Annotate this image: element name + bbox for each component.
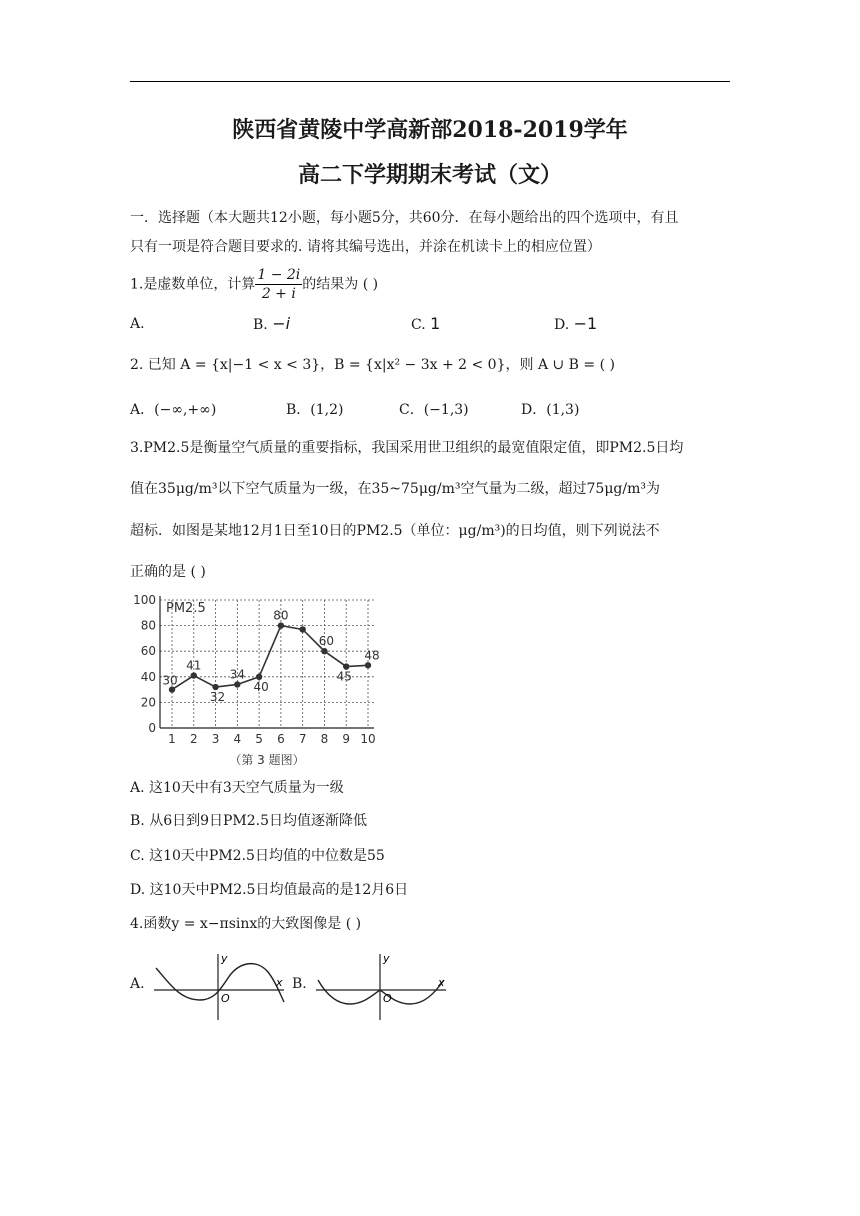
option-label: B．: [286, 402, 311, 418]
option-label: D．: [521, 402, 547, 418]
x-tick-label: 8: [320, 732, 329, 746]
q4-graph-b: [312, 950, 452, 1022]
option-value: (−∞,+∞): [154, 402, 217, 418]
option-value: 1: [430, 314, 441, 333]
y-tick-label: 40: [140, 669, 156, 684]
data-point: [321, 648, 327, 654]
section-intro-line1: 一．选择题（本大题共12小题，每小题5分，共60分．在每小题给出的四个选项中，有且: [130, 210, 679, 226]
question-1-suffix: 的结果为 ( ): [302, 276, 379, 293]
option-value: −1: [573, 314, 598, 333]
q2-option-d: [521, 399, 579, 419]
x-tick-label: 9: [342, 732, 351, 746]
option-value: (1,3): [546, 402, 580, 418]
q3-option-d: D. 这10天中PM2.5日均值最高的是12月6日: [130, 882, 409, 898]
fraction-numerator: 1 − 2i: [257, 267, 301, 283]
chart-caption: （第 3 题图）: [229, 753, 305, 767]
question-3-line2: 值在35μg/m³以下空气质量为一级，在35~75μg/m³空气量为二级，超过75μg/m³为: [130, 481, 660, 497]
question-3-line4: 正确的是 ( ): [130, 564, 206, 580]
question-2-stem: 2. 已知 A = {x|−1 < x < 3}，B = {x|x² − 3x + 2 < 0}，则 A ∪ B = ( ): [130, 357, 615, 373]
data-point-label: 41: [186, 658, 202, 673]
q4-option-a-label: A.: [130, 976, 145, 992]
fraction-denominator: 2 + i: [261, 286, 296, 302]
q1-option-b: [253, 314, 290, 333]
question-1-prefix: 1.是虚数单位，计算: [130, 276, 256, 293]
page-title: 陕西省黄陵中学高新部2018-2019学年: [232, 117, 628, 143]
question-1-stem: [130, 266, 378, 303]
data-point-label: 30: [162, 673, 178, 688]
option-value: (−1,3): [423, 402, 469, 418]
y-tick-label: 20: [140, 695, 156, 710]
data-point: [278, 622, 284, 628]
option-label: C．: [399, 402, 424, 418]
question-3-line1: 3.PM2.5是衡量空气质量的重要指标，我国采用世卫组织的最宽值限定值，即PM2.5日均: [130, 440, 684, 456]
x-tick-label: 6: [277, 732, 285, 746]
y-tick-label: 0: [148, 721, 156, 735]
q1-option-a: [130, 316, 145, 332]
x-axis-label: x: [276, 976, 283, 989]
x-tick-label: 2: [189, 732, 198, 746]
x-tick-label: 3: [211, 732, 220, 746]
data-point-label: 80: [273, 608, 289, 623]
data-point-label: 40: [253, 679, 269, 694]
data-point-label: 34: [229, 667, 245, 682]
chart-series-label: PM2.5: [166, 601, 206, 616]
curve-b: [318, 980, 444, 1004]
option-label: B.: [253, 317, 268, 333]
q1-option-d: [554, 314, 597, 333]
option-label: D.: [554, 317, 570, 333]
question-1-fraction: [255, 266, 302, 303]
y-tick-label: 80: [140, 618, 156, 633]
y-tick-label: 100: [133, 593, 156, 607]
top-rule: [130, 81, 730, 82]
x-axis-label: x: [438, 976, 445, 989]
x-tick-label: 7: [298, 732, 307, 746]
x-tick-label: 1: [168, 732, 176, 746]
data-point-label: 45: [336, 669, 352, 684]
x-tick-label: 4: [233, 732, 242, 746]
x-tick-label: 10: [360, 732, 376, 746]
question-3-line3: 超标．如图是某地12月1日至10日的PM2.5（单位：μg/m³)的日均值，则下列说法不: [130, 523, 660, 539]
y-tick-label: 60: [140, 644, 156, 659]
chart-point-labels: [162, 609, 379, 704]
q3-option-a: A. 这10天中有3天空气质量为一级: [130, 780, 344, 796]
data-point: [365, 662, 371, 668]
x-tick-label: 5: [255, 732, 263, 746]
y-axis-label: y: [383, 952, 390, 965]
q3-option-c: C. 这10天中PM2.5日均值的中位数是55: [130, 848, 385, 864]
question-4-stem: 4.函数y = x−πsinx的大致图像是 ( ): [130, 916, 362, 932]
pm25-line-chart: [120, 588, 390, 770]
origin-label: O: [221, 992, 230, 1005]
data-point-label: 48: [364, 648, 380, 663]
q3-option-b: B. 从6日到9日PM2.5日均值逐渐降低: [130, 813, 368, 829]
origin-label: O: [383, 992, 392, 1005]
option-label: C.: [411, 317, 426, 333]
data-point: [234, 681, 240, 687]
data-point-label: 60: [318, 634, 335, 649]
q4-graph-a: [150, 950, 290, 1022]
page-subtitle: 高二下学期期末考试（文）: [297, 162, 562, 188]
option-label: A.: [130, 316, 145, 332]
curve-a: [156, 964, 284, 1002]
q2-option-c: [399, 399, 469, 419]
option-value: (1,2): [310, 402, 344, 418]
option-value: −i: [272, 314, 291, 333]
y-axis-label: y: [221, 952, 228, 965]
data-point: [191, 672, 197, 678]
q4-option-b-label: B.: [292, 976, 307, 992]
q2-option-a: [130, 399, 216, 419]
section-intro-line2: 只有一项是符合题目要求的. 请将其编号选出，并涂在机读卡上的相应位置）: [130, 239, 601, 255]
q1-option-c: [411, 314, 440, 333]
option-label: A．: [130, 402, 155, 418]
data-point: [299, 626, 305, 632]
data-point-label: 32: [209, 690, 226, 705]
q2-option-b: [286, 399, 344, 419]
